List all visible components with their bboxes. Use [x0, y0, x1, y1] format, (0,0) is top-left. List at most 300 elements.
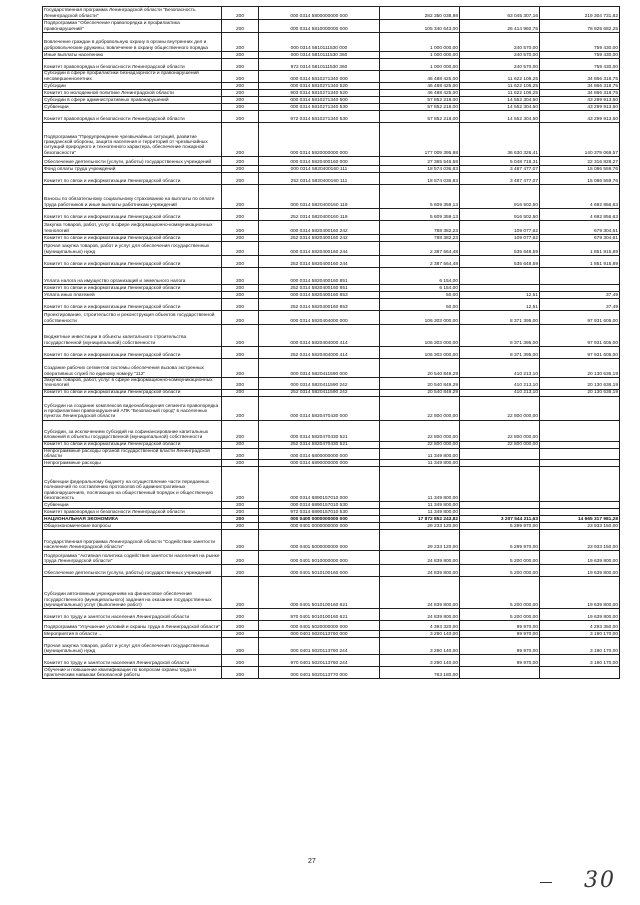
- row-code: 200: [222, 396, 259, 420]
- row-value-executed: [460, 502, 540, 509]
- row-value-remaining: [540, 268, 620, 285]
- row-value-remaining: 19 639 800,00: [540, 609, 620, 621]
- row-value-executed: [460, 460, 540, 467]
- row-value-remaining: 43 299 913,50: [540, 97, 620, 104]
- row-name: Подпрограмма "Предупреждение чрезвычайных ситуаций, развитие гражданской обороны, защита населения и территорий от чрезвычайных ситуаций природного и техногенного характера, обеспечение пожарной безопасности": [43, 123, 222, 157]
- row-value-executed: 916 502,50: [460, 185, 540, 209]
- row-kbk: 000 0401 5010000000 000: [259, 551, 380, 565]
- row-name: Субсидии в сфере профилактики безнадзорности и правонарушений несовершеннолетних: [43, 71, 222, 83]
- row-value-remaining: 4 692 856,63: [540, 185, 620, 209]
- row-name: Государственная программа Ленинградской области "Безопасность Ленинградской области": [43, 7, 222, 20]
- row-value-approved: 1 000 000,00: [380, 52, 460, 59]
- row-kbk: 972 0314 5810271340 530: [259, 111, 380, 123]
- row-value-approved: 29 233 120,00: [380, 523, 460, 530]
- row-name: Субсидии в сфере административных правонарушений: [43, 97, 222, 104]
- row-name: Закупка товаров, работ, услуг в сфере информационно-коммуникационных технологий: [43, 221, 222, 235]
- row-code: 200: [222, 448, 259, 460]
- row-name: Комитет по связи и информатизации Ленинградской области: [43, 389, 222, 396]
- row-name: Комитет по труду и занятости населения Ленинградской области: [43, 655, 222, 667]
- row-value-executed: 5 200 000,00: [460, 577, 540, 609]
- row-code: 200: [222, 83, 259, 90]
- row-value-executed: 5 048 718,31: [460, 157, 540, 166]
- table-row: [43, 221, 620, 235]
- row-name: Комитет по связи и информатизации Ленинградской области: [43, 347, 222, 359]
- row-value-remaining: 97 931 605,00: [540, 347, 620, 359]
- row-value-remaining: 37,49: [540, 292, 620, 299]
- table-row: [43, 7, 620, 20]
- row-value-approved: 18 574 036,83: [380, 166, 460, 173]
- table-row: [43, 378, 620, 390]
- row-kbk: 252 0314 5820400160 111: [259, 173, 380, 185]
- row-code: 200: [222, 631, 259, 638]
- row-code: 200: [222, 523, 259, 530]
- row-name: Комитет правопорядка и безопасности Ленинградской области: [43, 59, 222, 71]
- row-name: Комитет по связи и информатизации Ленинградской области: [43, 299, 222, 311]
- row-value-executed: 11 622 106,25: [460, 90, 540, 97]
- row-value-remaining: [540, 285, 620, 292]
- row-code: 200: [222, 285, 259, 292]
- row-value-remaining: 140 379 069,57: [540, 123, 620, 157]
- row-value-approved: 105 340 643,00: [380, 20, 460, 33]
- row-value-approved: 22 800 000,00: [380, 420, 460, 441]
- row-value-remaining: 19 639 800,00: [540, 551, 620, 565]
- row-value-approved: 2 387 564,48: [380, 242, 460, 256]
- row-value-executed: 5 299 970,00: [460, 530, 540, 551]
- budget-table-container: [42, 6, 618, 679]
- table-row: [43, 509, 620, 516]
- table-row: [43, 631, 620, 638]
- row-value-remaining: 679 304,61: [540, 235, 620, 242]
- row-code: 200: [222, 71, 259, 83]
- row-value-executed: 3 487 477,07: [460, 173, 540, 185]
- row-value-remaining: 23 933 150,00: [540, 530, 620, 551]
- row-value-approved: 11 349 800,00: [380, 509, 460, 516]
- row-value-approved: 1 000 000,00: [380, 33, 460, 52]
- row-name: Субсидии на создание комплексов видеонаблюдения сегмента правопорядка и профилактики правонарушений АПК "Безопасный город" в населенных пунктах Ленинградской области: [43, 396, 222, 420]
- row-value-executed: 63 045 307,16: [460, 7, 540, 20]
- row-kbk: 000 0314 6800000000 000: [259, 448, 380, 460]
- row-kbk: 000 0314 5820470430 521: [259, 420, 380, 441]
- row-kbk: 000 0314 5820404000 414: [259, 325, 380, 347]
- row-value-remaining: 219 304 731,82: [540, 7, 620, 20]
- row-value-remaining: 43 299 913,50: [540, 111, 620, 123]
- row-value-remaining: 23 933 150,00: [540, 523, 620, 530]
- row-kbk: 000 0314 5820400160 851: [259, 268, 380, 285]
- row-value-approved: 106 303 000,00: [380, 347, 460, 359]
- table-row: [43, 467, 620, 502]
- row-value-executed: 22 800 000,00: [460, 396, 540, 420]
- row-kbk: 000 0314 6890000000 000: [259, 460, 380, 467]
- row-value-remaining: [540, 502, 620, 509]
- row-name: Обеспечение деятельности (услуги, работы) государственных учреждений: [43, 565, 222, 577]
- row-value-approved: 27 365 546,58: [380, 157, 460, 166]
- row-code: 200: [222, 7, 259, 20]
- row-code: 200: [222, 123, 259, 157]
- row-value-approved: 763 180,00: [380, 667, 460, 679]
- row-kbk: 000 0314 5810271340 530: [259, 104, 380, 111]
- table-row: [43, 448, 620, 460]
- row-value-approved: 6 154,00: [380, 285, 460, 292]
- row-code: 200: [222, 655, 259, 667]
- row-kbk: 000 0314 6890157010 530: [259, 502, 380, 509]
- row-code: 200: [222, 420, 259, 441]
- table-row: [43, 235, 620, 242]
- row-value-approved: 788 382,23: [380, 235, 460, 242]
- row-name: Подпрограмма "Активная политика содействия занятости населения на рынке труда Ленинградской области": [43, 551, 222, 565]
- row-value-approved: 11 349 800,00: [380, 467, 460, 502]
- row-value-remaining: 1 851 915,89: [540, 256, 620, 268]
- table-row: [43, 166, 620, 173]
- table-row: [43, 52, 620, 59]
- row-code: 200: [222, 378, 259, 390]
- row-kbk: 252 0314 5820400160 244: [259, 256, 380, 268]
- table-row: [43, 59, 620, 71]
- table-row: [43, 638, 620, 655]
- row-name: НАЦИОНАЛЬНАЯ ЭКОНОМИКА: [43, 516, 222, 523]
- row-value-approved: 22 800 000,00: [380, 441, 460, 448]
- row-value-remaining: 759 430,00: [540, 59, 620, 71]
- table-row: [43, 157, 620, 166]
- row-name: Обучение и повышение квалификации по вопросам охраны труда и практическим навыкам безопасной работы: [43, 667, 222, 679]
- row-value-approved: 18 574 036,83: [380, 173, 460, 185]
- table-row: [43, 299, 620, 311]
- table-row: [43, 173, 620, 185]
- row-name: Закупка товаров, работ, услуг в сфере информационно-коммуникационных технологий: [43, 378, 222, 390]
- table-row: [43, 33, 620, 52]
- row-code: 200: [222, 621, 259, 631]
- row-value-executed: 8 371 395,00: [460, 311, 540, 325]
- row-name: Создание рабочих сегментов системы обеспечения вызова экстренных оперативных служб по единому номеру "112": [43, 359, 222, 378]
- row-value-remaining: 3 190 170,00: [540, 638, 620, 655]
- row-name: Подпрограмма "Улучшение условий и охраны труда в Ленинградской области": [43, 621, 222, 631]
- row-name: Комитет по связи и информатизации Ленинградской области: [43, 235, 222, 242]
- row-value-approved: 3 290 140,00: [380, 638, 460, 655]
- row-name: Непрограммные расходы органов государственной власти Ленинградской области: [43, 448, 222, 460]
- row-kbk: 972 0314 6890157010 530: [259, 509, 380, 516]
- row-value-remaining: [540, 396, 620, 420]
- row-value-executed: [460, 467, 540, 502]
- table-row: [43, 209, 620, 221]
- row-code: 200: [222, 551, 259, 565]
- row-code: 200: [222, 389, 259, 396]
- row-value-remaining: 20 130 636,19: [540, 359, 620, 378]
- table-row: [43, 621, 620, 631]
- row-code: 200: [222, 441, 259, 448]
- row-value-remaining: 34 866 318,75: [540, 90, 620, 97]
- row-name: Фонд оплаты труда учреждений: [43, 166, 222, 173]
- row-value-executed: 5 200 000,00: [460, 609, 540, 621]
- row-kbk: 000 0314 5810111530 000: [259, 33, 380, 52]
- row-kbk: 252 0314 5820411590 242: [259, 389, 380, 396]
- row-code: 200: [222, 609, 259, 621]
- row-value-executed: 8 371 395,00: [460, 347, 540, 359]
- row-value-remaining: 19 639 800,00: [540, 565, 620, 577]
- row-name: Проектирование, строительство и реконструкция объектов государственной собственности: [43, 311, 222, 325]
- row-kbk: 252 0314 5820404000 414: [259, 347, 380, 359]
- row-code: 200: [222, 104, 259, 111]
- row-value-approved: 24 839 800,00: [380, 609, 460, 621]
- row-value-approved: 5 609 359,13: [380, 209, 460, 221]
- row-name: Комитет правопорядка и безопасности Ленинградской области: [43, 111, 222, 123]
- row-name: Комитет по молодежной политике Ленинградской области: [43, 90, 222, 97]
- row-value-remaining: 97 931 605,00: [540, 311, 620, 325]
- row-value-executed: 535 648,59: [460, 256, 540, 268]
- row-value-remaining: 97 931 605,00: [540, 325, 620, 347]
- row-code: 200: [222, 52, 259, 59]
- row-value-executed: 410 213,10: [460, 359, 540, 378]
- row-code: 200: [222, 242, 259, 256]
- row-kbk: 252 0314 5820400160 853: [259, 299, 380, 311]
- row-kbk: 000 0314 5820400160 119: [259, 185, 380, 209]
- row-value-remaining: [540, 509, 620, 516]
- row-value-approved: 22 800 000,00: [380, 396, 460, 420]
- table-row: [43, 242, 620, 256]
- row-code: 200: [222, 467, 259, 502]
- table-row: [43, 551, 620, 565]
- row-kbk: 000 0314 5820404000 000: [259, 311, 380, 325]
- row-code: 200: [222, 97, 259, 104]
- row-kbk: 252 0314 5820470430 521: [259, 441, 380, 448]
- row-value-executed: 14 552 304,50: [460, 111, 540, 123]
- row-code: 200: [222, 638, 259, 655]
- row-value-remaining: 34 866 318,75: [540, 71, 620, 83]
- row-value-remaining: 19 639 800,00: [540, 577, 620, 609]
- row-value-approved: 57 852 218,00: [380, 104, 460, 111]
- row-value-approved: 20 540 849,29: [380, 378, 460, 390]
- row-kbk: 000 0314 5820400160 853: [259, 292, 380, 299]
- row-value-executed: 14 552 304,50: [460, 97, 540, 104]
- row-value-remaining: 15 086 559,76: [540, 166, 620, 173]
- row-value-approved: 24 839 800,00: [380, 577, 460, 609]
- row-value-remaining: 20 130 636,19: [540, 389, 620, 396]
- row-name: Непрограммные расходы: [43, 460, 222, 467]
- row-code: 200: [222, 235, 259, 242]
- row-value-executed: 12,51: [460, 299, 540, 311]
- table-row: [43, 90, 620, 97]
- row-code: 200: [222, 509, 259, 516]
- row-name: Комитет по связи и информатизации Ленинградской области: [43, 209, 222, 221]
- row-name: Субсидии: [43, 83, 222, 90]
- row-value-remaining: 43 299 913,50: [540, 104, 620, 111]
- row-name: Иные выплаты населению: [43, 52, 222, 59]
- row-code: 200: [222, 268, 259, 285]
- row-code: 200: [222, 256, 259, 268]
- row-value-approved: 282 350 038,98: [380, 7, 460, 20]
- row-value-approved: 24 839 800,00: [380, 551, 460, 565]
- row-value-executed: 8 371 395,00: [460, 325, 540, 347]
- row-value-executed: 410 213,10: [460, 378, 540, 390]
- table-row: [43, 460, 620, 467]
- row-kbk: 000 0314 5820400160 000: [259, 157, 380, 166]
- table-row: [43, 609, 620, 621]
- row-value-approved: 11 349 800,00: [380, 448, 460, 460]
- row-name: Комитет по связи и информатизации Ленинградской области: [43, 173, 222, 185]
- row-kbk: 970 0401 5010100160 621: [259, 609, 380, 621]
- row-value-remaining: 759 430,00: [540, 33, 620, 52]
- row-code: 200: [222, 516, 259, 523]
- row-kbk: 000 0401 5020113760 000: [259, 631, 380, 638]
- row-value-remaining: 759 430,00: [540, 52, 620, 59]
- row-code: 200: [222, 185, 259, 209]
- row-kbk: 903 0314 5810271340 520: [259, 90, 380, 97]
- row-value-remaining: 15 086 559,76: [540, 173, 620, 185]
- table-row: [43, 655, 620, 667]
- table-row: [43, 502, 620, 509]
- row-value-approved: 6 154,00: [380, 268, 460, 285]
- row-value-approved: 57 852 218,00: [380, 97, 460, 104]
- table-row: [43, 185, 620, 209]
- row-value-approved: 177 009 395,98: [380, 123, 460, 157]
- row-kbk: 970 0401 5020113760 244: [259, 655, 380, 667]
- row-value-executed: 22 800 000,00: [460, 441, 540, 448]
- row-kbk: 000 0314 5810271340 520: [259, 83, 380, 90]
- row-value-remaining: [540, 420, 620, 441]
- row-value-executed: 36 630 326,41: [460, 123, 540, 157]
- row-value-remaining: [540, 667, 620, 679]
- row-value-approved: 788 382,23: [380, 221, 460, 235]
- row-value-executed: 14 552 304,50: [460, 104, 540, 111]
- row-value-remaining: 34 866 318,75: [540, 83, 620, 90]
- row-value-approved: 20 540 849,29: [380, 389, 460, 396]
- row-kbk: 000 0314 5800000000 000: [259, 7, 380, 20]
- row-name: Общеэкономические вопросы: [43, 523, 222, 530]
- row-value-approved: 4 393 320,00: [380, 621, 460, 631]
- row-name: Субсидии автономным учреждениям на финансовое обеспечение государственного (муниципального) задания на оказание государственных (муниципальных) услуг (выполнение работ): [43, 577, 222, 609]
- row-kbk: 000 0401 0000000000 000: [259, 523, 380, 530]
- row-code: 200: [222, 325, 259, 347]
- row-code: 200: [222, 111, 259, 123]
- row-value-remaining: 3 190 170,00: [540, 655, 620, 667]
- table-row: [43, 420, 620, 441]
- table-row: [43, 667, 620, 679]
- row-value-executed: 3 207 544 211,63: [460, 516, 540, 523]
- row-value-approved: 46 488 425,00: [380, 83, 460, 90]
- row-value-approved: 11 349 800,00: [380, 502, 460, 509]
- row-value-executed: [460, 285, 540, 292]
- table-row: [43, 97, 620, 104]
- row-value-executed: [460, 509, 540, 516]
- row-kbk: 000 0314 5820400160 242: [259, 221, 380, 235]
- row-value-approved: 5 609 359,13: [380, 185, 460, 209]
- row-value-executed: 109 077,62: [460, 221, 540, 235]
- row-value-executed: 99 970,00: [460, 621, 540, 631]
- row-value-remaining: [540, 448, 620, 460]
- row-value-executed: 5 299 970,00: [460, 523, 540, 530]
- row-code: 200: [222, 565, 259, 577]
- table-row: [43, 523, 620, 530]
- row-kbk: 000 0400 0000000000 000: [259, 516, 380, 523]
- table-row: [43, 123, 620, 157]
- table-row: [43, 256, 620, 268]
- row-value-executed: [460, 667, 540, 679]
- row-value-approved: 17 872 852 243,82: [380, 516, 460, 523]
- row-value-approved: 11 349 800,00: [380, 460, 460, 467]
- row-value-executed: 535 648,59: [460, 242, 540, 256]
- row-value-approved: 46 488 425,00: [380, 71, 460, 83]
- budget-table: [42, 6, 620, 679]
- row-kbk: 252 0314 5820400160 119: [259, 209, 380, 221]
- row-kbk: 000 0401 5020000000 000: [259, 621, 380, 631]
- row-name: Уплата иных платежей: [43, 292, 222, 299]
- row-value-remaining: 22 316 828,27: [540, 157, 620, 166]
- row-name: Обеспечение деятельности (услуги, работы) государственных учреждений: [43, 157, 222, 166]
- row-value-approved: 106 303 000,00: [380, 325, 460, 347]
- row-name: Подпрограмма "Обеспечение правопорядка и профилактика правонарушений": [43, 20, 222, 33]
- row-name: Субсидии, за исключением субсидий на софинансирование капитальных вложений в объекты государственной (муниципальной) собственности: [43, 420, 222, 441]
- row-code: 200: [222, 90, 259, 97]
- row-name: Взносы по обязательному социальному страхованию на выплаты по оплате труда работников и иные выплаты работникам учреждений: [43, 185, 222, 209]
- row-code: 200: [222, 209, 259, 221]
- row-code: 200: [222, 530, 259, 551]
- row-value-remaining: 78 925 682,25: [540, 20, 620, 33]
- row-value-executed: 11 622 106,25: [460, 71, 540, 83]
- row-code: 200: [222, 667, 259, 679]
- table-row: [43, 389, 620, 396]
- table-row: [43, 268, 620, 285]
- row-value-remaining: [540, 467, 620, 502]
- row-code: 200: [222, 359, 259, 378]
- row-name: Субвенции: [43, 104, 222, 111]
- table-row: [43, 530, 620, 551]
- row-name: Комитет по труду и занятости населения Ленинградской области: [43, 609, 222, 621]
- table-row: [43, 111, 620, 123]
- table-row: [43, 292, 620, 299]
- row-name: Уплата налога на имущество организаций и земельного налога: [43, 268, 222, 285]
- row-kbk: 000 0314 5810271340 500: [259, 97, 380, 104]
- row-name: Комитет правопорядка и безопасности Ленинградской области: [43, 509, 222, 516]
- row-kbk: 000 0314 5820470430 000: [259, 396, 380, 420]
- row-value-remaining: 1 851 915,89: [540, 242, 620, 256]
- row-code: 200: [222, 299, 259, 311]
- row-value-approved: 29 233 120,00: [380, 530, 460, 551]
- row-kbk: 972 0314 5810111530 360: [259, 59, 380, 71]
- row-value-remaining: 37,49: [540, 299, 620, 311]
- row-value-executed: 12,51: [460, 292, 540, 299]
- row-value-approved: 50,00: [380, 292, 460, 299]
- row-value-remaining: 4 293 350,00: [540, 621, 620, 631]
- row-value-approved: 106 303 000,00: [380, 311, 460, 325]
- row-name: Субвенции: [43, 502, 222, 509]
- row-value-executed: 410 213,10: [460, 389, 540, 396]
- row-code: 200: [222, 173, 259, 185]
- row-code: 200: [222, 157, 259, 166]
- table-row: [43, 285, 620, 292]
- row-kbk: 252 0314 5820400160 851: [259, 285, 380, 292]
- row-kbk: 000 0314 5820400160 244: [259, 242, 380, 256]
- table-row: [43, 325, 620, 347]
- row-code: 200: [222, 33, 259, 52]
- row-value-remaining: 679 304,61: [540, 221, 620, 235]
- row-kbk: 000 0401 5020113770 000: [259, 667, 380, 679]
- row-code: 200: [222, 221, 259, 235]
- row-kbk: 000 0401 5010100160 621: [259, 577, 380, 609]
- row-kbk: 000 0314 5820411590 000: [259, 359, 380, 378]
- row-kbk: 252 0314 5820400160 242: [259, 235, 380, 242]
- row-name: Прочая закупка товаров, работ и услуг для обеспечения государственных (муниципальных) нужд: [43, 638, 222, 655]
- row-value-executed: [460, 448, 540, 460]
- table-row: [43, 441, 620, 448]
- row-value-remaining: 3 190 170,00: [540, 631, 620, 638]
- scan-mark: [540, 882, 552, 883]
- row-value-approved: 20 540 849,29: [380, 359, 460, 378]
- row-name: Комитет по связи и информатизации Ленинградской области: [43, 285, 222, 292]
- handwritten-page-number: 30: [584, 868, 616, 893]
- row-value-executed: 5 200 000,00: [460, 551, 540, 565]
- row-code: 200: [222, 166, 259, 173]
- row-kbk: 000 0401 5000000000 000: [259, 530, 380, 551]
- row-kbk: 000 0314 6890157010 000: [259, 467, 380, 502]
- row-name: Мероприятия в области ...: [43, 631, 222, 638]
